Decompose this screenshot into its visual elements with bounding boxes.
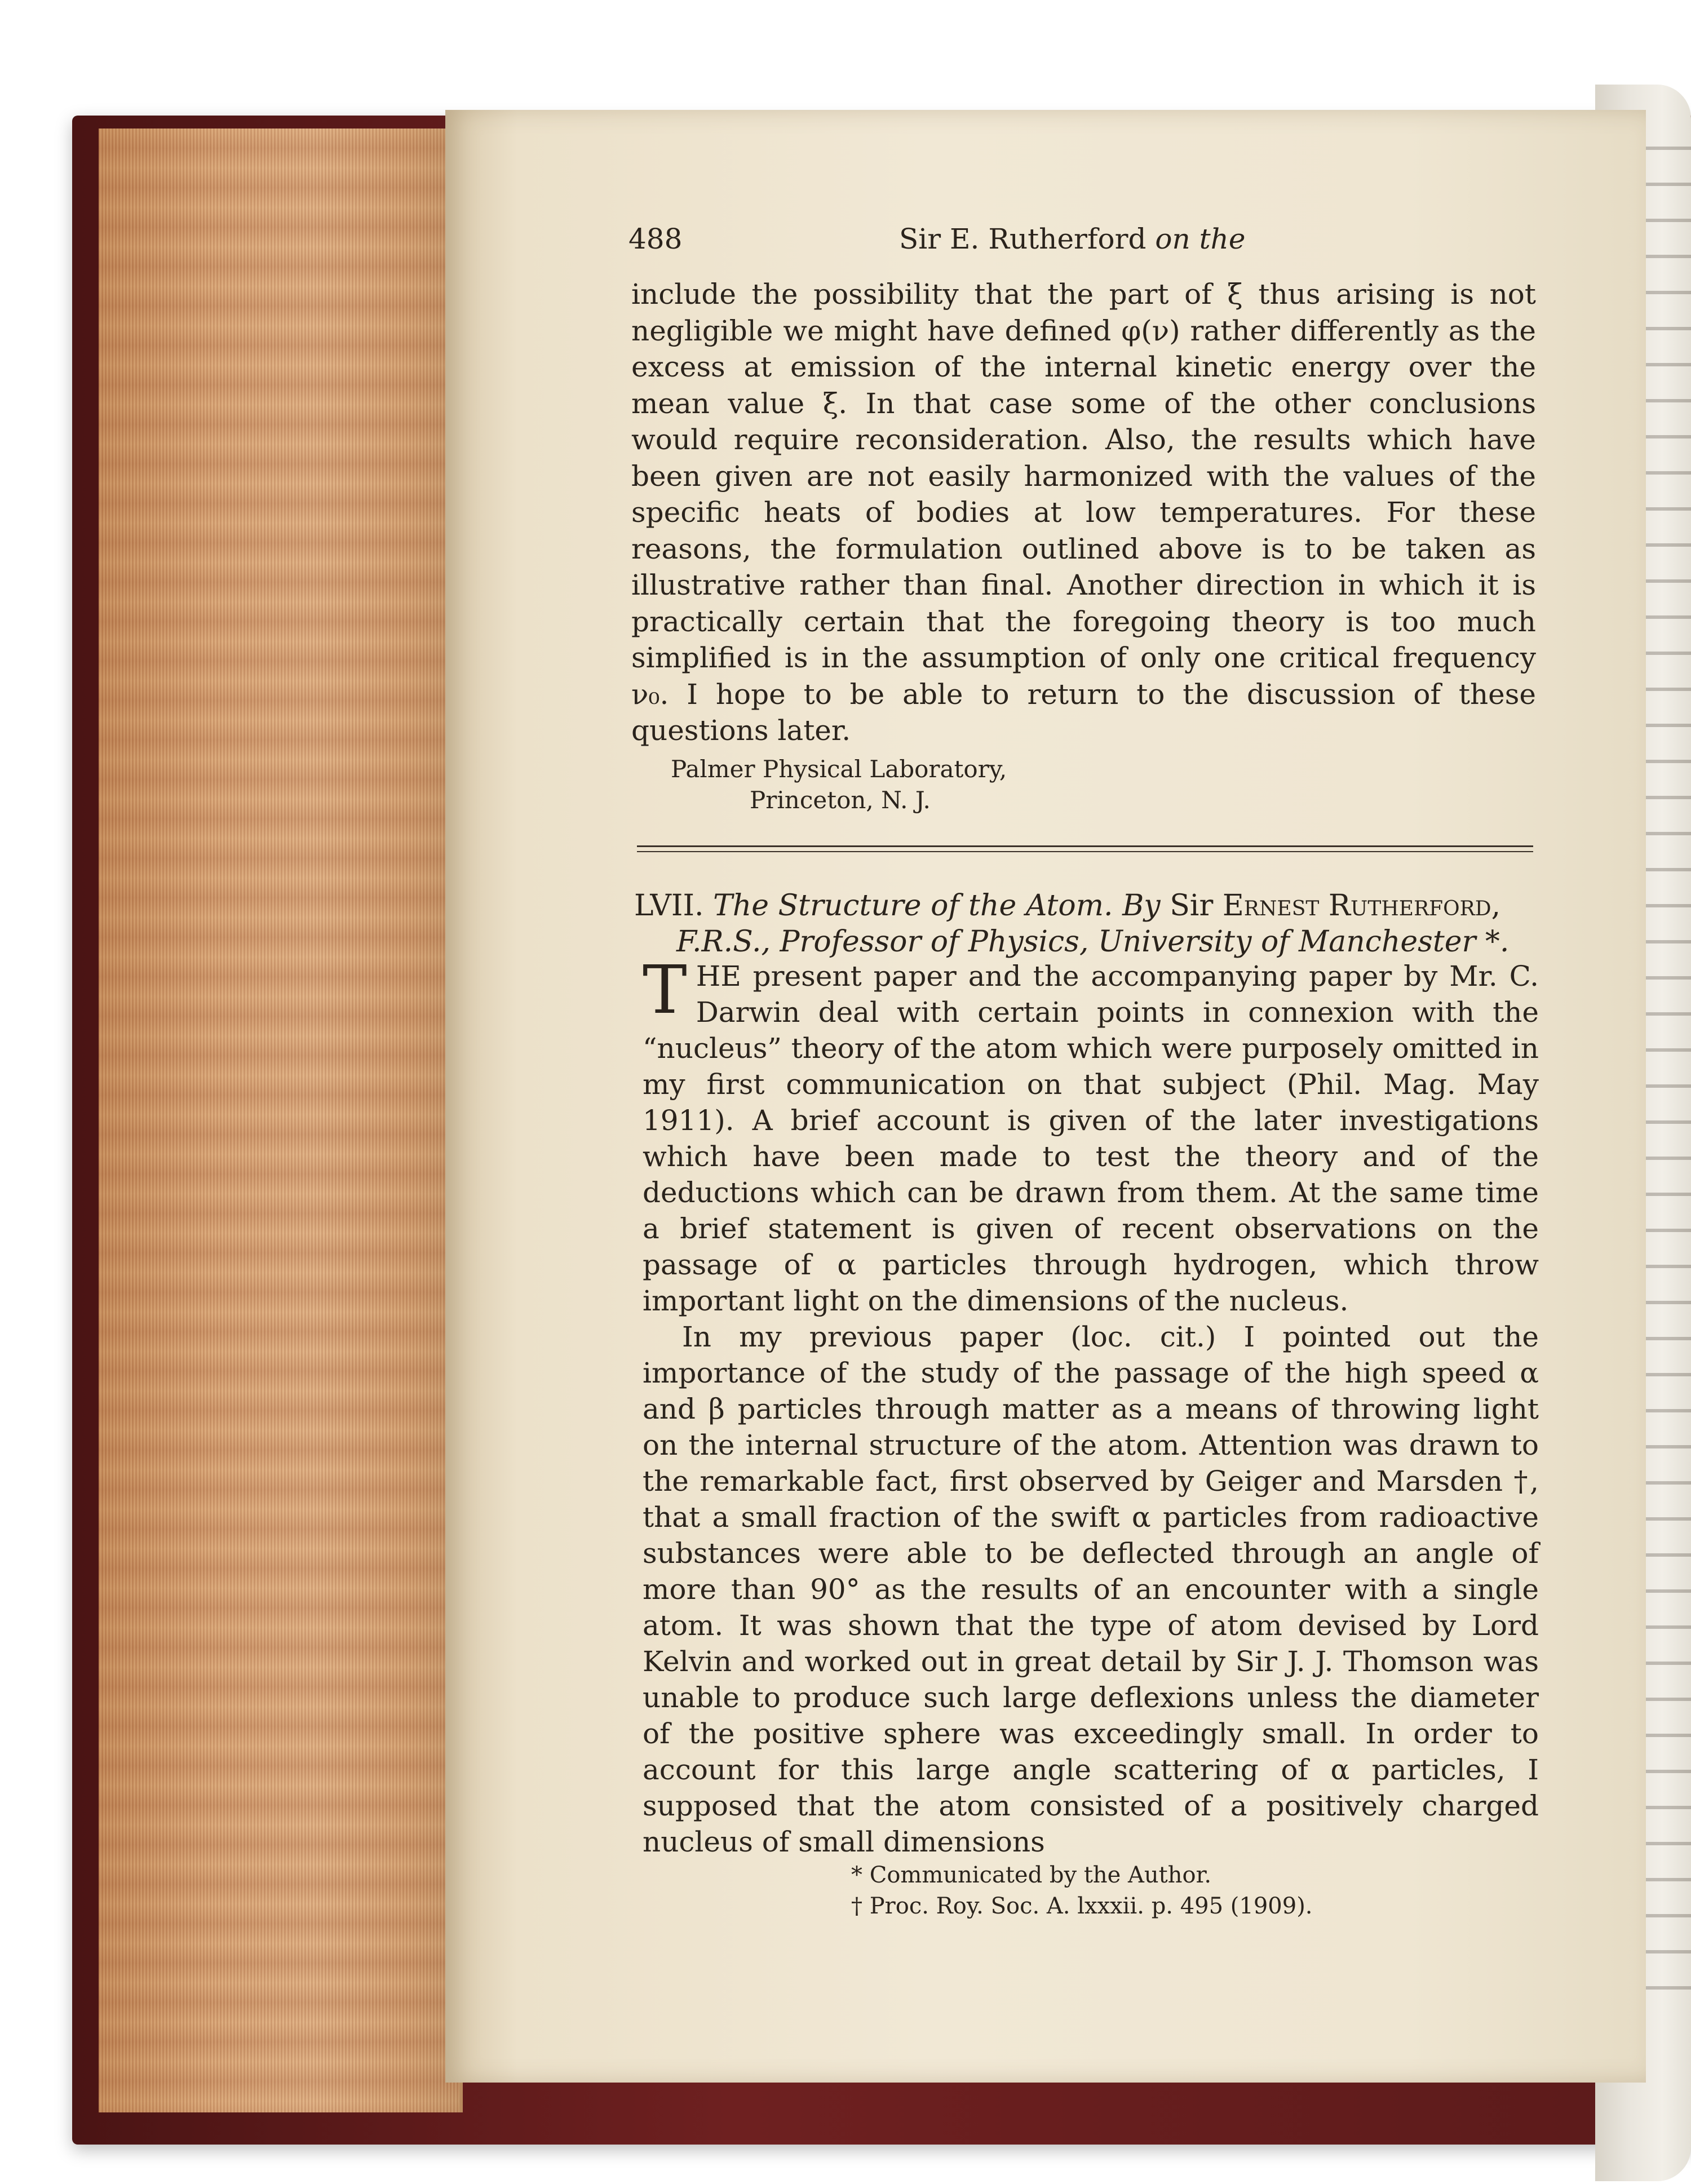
article-title-line-1 [634, 888, 1547, 924]
author-credentials: F.R.S., Professor of Physics, University of Manchester *. [676, 925, 1509, 959]
author-name: Ernest Rutherford, [1222, 889, 1501, 923]
divider-rule-2 [637, 851, 1533, 852]
continuation-text: include the possibility that the part of ξ thus arising is not negligible we might have defined φ(ν) rather differently as the excess at emission of the internal kinetic energy over the mean value ξ. In that case some of the other conclusions would require reconsideration. Also, the results which have been given are not easily harmonized with the values of the specific heats of bodies at low temperatures. For these reasons, the formulation outlined above is to be taken as illustrative rather than final. Another direction in which it is practically certain that the foregoing theory is too much simplified is in the assumption of only one critical frequency ν₀. I hope to be able to return to the discussion of these questions later. [631, 278, 1536, 747]
continuation-paragraph [631, 276, 1536, 749]
footnotes [851, 1860, 1584, 1922]
body-paragraph-2: In my previous paper (loc. cit.) I pointed out the importance of the study of the passage of the high speed α and β particles through matter as a means of throwing light on the internal structure of the atom. Attention was drawn to the remarkable fact, first observed by Geiger and Marsden †, that a small fraction of the swift α particles from radioactive substances were able to be deflected through an angle of more than 90° as the results of an encounter with a single atom. It was shown that the type of atom devised by Lord Kelvin and worked out in great detail by Sir J. J. Thomson was unable to produce such large deflexions unless the diameter of the positive sphere was exceedingly small. In order to account for this large angle scattering of α particles, I supposed that the atom consisted of a positively charged nucleus of small dimensions [643, 1321, 1539, 1858]
signature-line-1: Palmer Physical Laboratory, [671, 755, 1007, 783]
article-title-line-2 [634, 924, 1547, 960]
running-head [628, 223, 1530, 268]
page-edges [99, 129, 463, 2112]
running-title [899, 223, 1245, 255]
running-title-text: Sir E. Rutherford [899, 223, 1146, 255]
page-number: 488 [628, 223, 683, 255]
footnote-1: * Communicated by the Author. [851, 1862, 1212, 1888]
article-title [634, 888, 1547, 960]
article-title-text: The Structure of the Atom. [713, 889, 1113, 923]
article-body [643, 951, 1539, 1860]
divider-rule [637, 845, 1533, 847]
signature-line-2: Princeton, N. J. [750, 786, 931, 814]
footnote-2: † Proc. Roy. Soc. A. lxxxii. p. 495 (1909). [851, 1893, 1313, 1919]
article-number: LVII. [634, 889, 704, 923]
author-prefix: Sir [1170, 889, 1214, 923]
article-by: By [1122, 889, 1161, 923]
body-paragraph-1-text: HE present paper and the accompanying paper by Mr. C. Darwin deal with certain points in connexion with the “nucleus” theory of the atom which were purposely omitted in my first communication on that subject (Phil. Mag. May 1911). A brief account is given of the later investigations which have been made to test the theory and of the deductions which can be drawn from them. At the same time a brief statement is given of recent observations on the passage of α particles through hydrogen, which throw important light on the dimensions of the nucleus. [643, 960, 1539, 1317]
body-paragraph-1 [643, 951, 1539, 1319]
facing-page-text [1646, 147, 1691, 2006]
running-title-italic: on the [1155, 223, 1246, 255]
drop-cap: T [643, 951, 687, 1029]
